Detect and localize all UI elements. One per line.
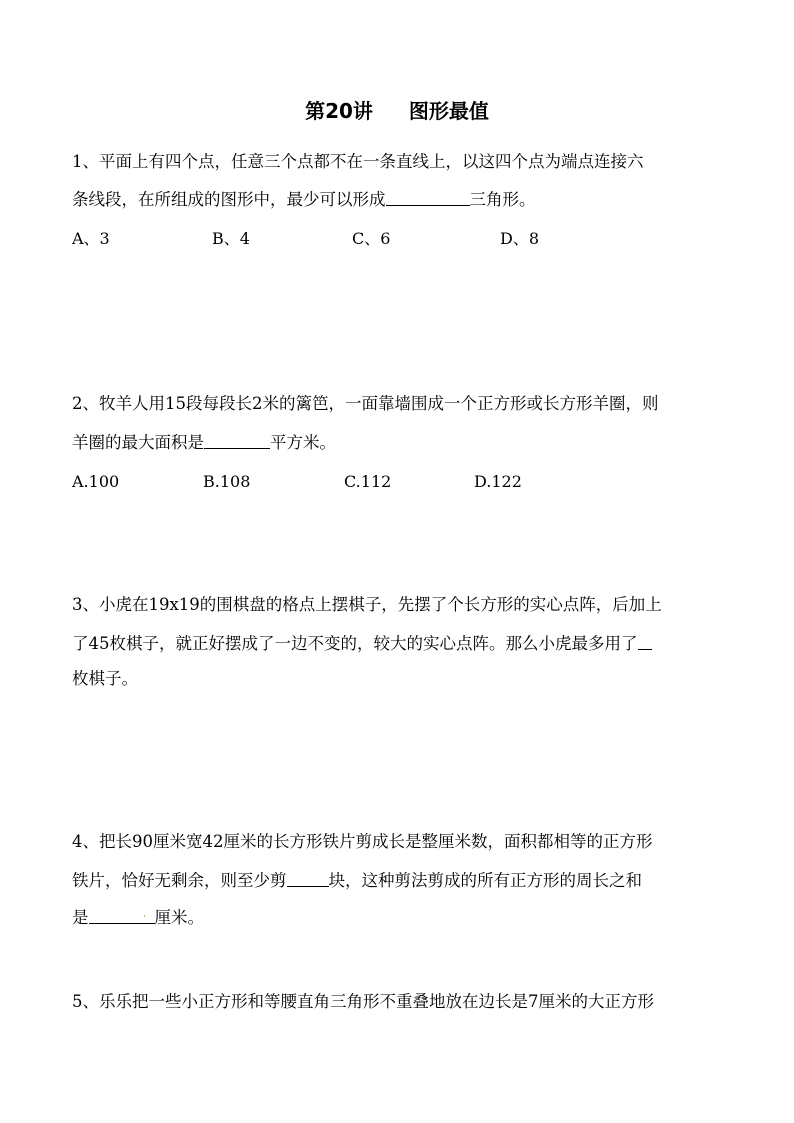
question-2-line-2 — [72, 429, 732, 455]
page-title — [0, 96, 794, 126]
question-1-line-2 — [72, 186, 732, 212]
lecture-number: 第20讲 — [305, 99, 373, 123]
question-4-text-before-blank-2: 是 — [72, 908, 89, 927]
question-3-answer-blank — [638, 631, 652, 650]
question-1-option-b: B、4 — [212, 229, 250, 248]
question-1-text-after-blank: 三角形。 — [469, 190, 536, 209]
question-2-option-a: A.100 — [72, 472, 120, 491]
blank-mark: . — [142, 906, 147, 920]
lecture-topic: 图形最值 — [408, 99, 489, 123]
question-3-line-1: 3、小虎在19x19的围棋盘的格点上摆棋子，先摆了个长方形的实心点阵，后加上 — [72, 595, 662, 614]
question-4-answer-blank-1 — [287, 868, 329, 887]
question-2-text-before-blank: 羊圈的最大面积是 — [72, 433, 204, 452]
question-4-line-3 — [72, 904, 732, 930]
question-3-line-2 — [72, 630, 732, 656]
question-2-option-c: C.112 — [344, 472, 392, 491]
question-2-answer-blank — [204, 430, 270, 449]
question-3-line-3: 枚棋子。 — [72, 669, 138, 688]
question-4-text-before-blank: 铁片，恰好无剩余，则至少剪 — [72, 871, 287, 890]
question-1-answer-blank — [386, 187, 470, 206]
question-2-line-1: 2、牧羊人用15段每段长2米的篱笆，一面靠墙围成一个正方形或长方形羊圈，则 — [72, 394, 659, 413]
question-2-text-after-blank: 平方米。 — [270, 433, 336, 452]
question-1-option-a: A、3 — [72, 229, 110, 248]
question-1-option-c: C、6 — [352, 229, 391, 248]
question-2-option-b: B.108 — [203, 472, 251, 491]
question-2-option-d: D.122 — [474, 472, 522, 491]
question-4-text-after-blank: 块，这种剪法剪成的所有正方形的周长之和 — [328, 871, 642, 890]
question-5-line-1: 5、乐乐把一些小正方形和等腰直角三角形不重叠地放在边长是7厘米的大正方形 — [72, 992, 654, 1011]
question-4-line-1: 4、把长90厘米宽42厘米的长方形铁片剪成长是整厘米数，面积都相等的正方形 — [72, 832, 653, 851]
question-4-line-2 — [72, 867, 732, 893]
question-4-answer-blank-2 — [89, 905, 155, 924]
question-1-text-before-blank: 条线段，在所组成的图形中，最少可以形成 — [72, 190, 386, 209]
question-1-option-d: D、8 — [500, 229, 540, 248]
question-4-text-after-blank-2: 厘米。 — [154, 908, 204, 927]
question-1-line-1: 1、平面上有四个点，任意三个点都不在一条直线上，以这四个点为端点连接六 — [72, 152, 644, 171]
question-3-text-line-2: 了45枚棋子，就正好摆成了一边不变的，较大的实心点阵。那么小虎最多用了 — [72, 634, 638, 653]
